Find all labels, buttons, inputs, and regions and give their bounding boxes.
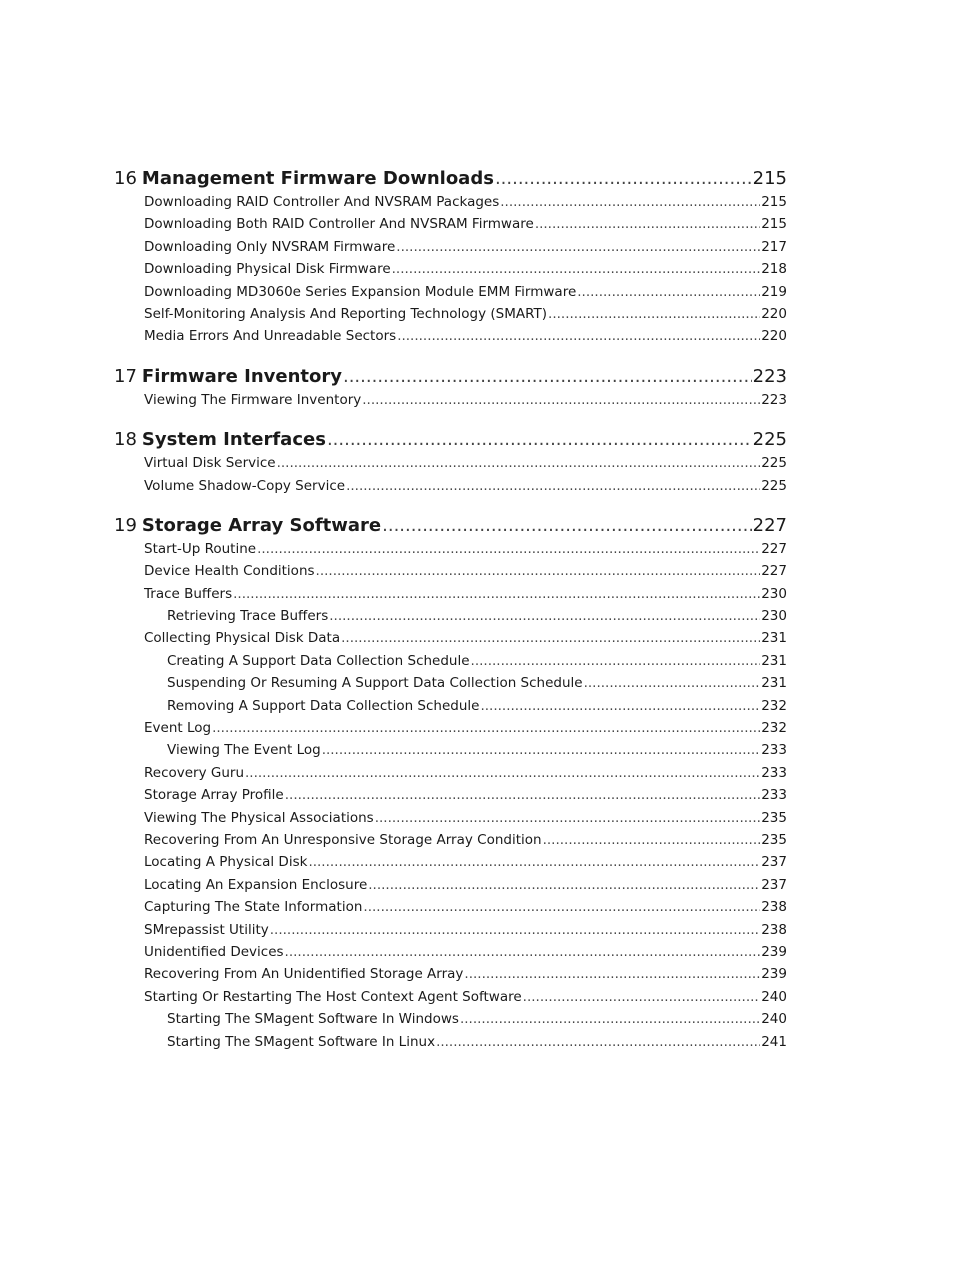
entry-title: Viewing The Event Log: [167, 742, 321, 759]
toc-section-entry[interactable]: [114, 236, 787, 258]
leader-dots: [464, 963, 760, 985]
leader-dots: [396, 236, 760, 258]
entry-title: Collecting Physical Disk Data: [144, 630, 341, 647]
leader-dots: [245, 762, 760, 784]
entry-title: Event Log: [144, 720, 212, 737]
leader-dots: [363, 896, 760, 918]
leader-dots: [480, 695, 760, 717]
entry-title: Viewing The Physical Associations: [144, 809, 374, 826]
table-of-contents: [114, 167, 787, 1070]
toc-subsection-entry[interactable]: [114, 650, 787, 672]
page-number: 218: [761, 261, 787, 278]
entry-title: Downloading Both RAID Controller And NVSRAM Firmware: [144, 216, 534, 233]
chapter-heading[interactable]: [114, 514, 787, 538]
entry-title: Retrieving Trace Buffers: [167, 608, 329, 625]
entry-title: Volume Shadow-Copy Service: [144, 477, 346, 494]
leader-dots: [375, 807, 761, 829]
toc-subsection-entry[interactable]: [114, 1031, 787, 1053]
entry-title: Downloading MD3060e Series Expansion Module EMM Firmware: [144, 283, 577, 300]
toc-subsection-entry[interactable]: [114, 739, 787, 761]
toc-section-entry[interactable]: [114, 829, 787, 851]
page-number: 241: [761, 1033, 787, 1050]
toc-subsection-entry[interactable]: [114, 672, 787, 694]
leader-dots: [285, 941, 761, 963]
toc-section-entry[interactable]: [114, 452, 787, 474]
toc-section-entry[interactable]: [114, 389, 787, 411]
chapter-number: 17: [114, 365, 137, 387]
page-number: 227: [752, 514, 787, 536]
page-number: 233: [761, 787, 787, 804]
entry-title: SMrepassist Utility: [144, 921, 269, 938]
toc-section-entry[interactable]: [114, 258, 787, 280]
leader-dots: [308, 851, 760, 873]
leader-dots: [212, 717, 760, 739]
page-number: 219: [761, 283, 787, 300]
page-number: 220: [761, 328, 787, 345]
toc-section-entry[interactable]: [114, 560, 787, 582]
page-number: 217: [761, 238, 787, 255]
leader-dots: [460, 1008, 760, 1030]
chapter-number: 16: [114, 168, 137, 189]
page-number: 220: [761, 305, 787, 322]
entry-title: Capturing The State Information: [144, 899, 363, 916]
toc-subsection-entry[interactable]: [114, 695, 787, 717]
entry-title: Starting The SMagent Software In Linux: [167, 1033, 436, 1050]
entry-title: Self-Monitoring Analysis And Reporting Technology (SMART): [144, 305, 548, 322]
page-number: 235: [761, 809, 787, 826]
toc-section-entry[interactable]: [114, 851, 787, 873]
page-number: 225: [752, 429, 787, 451]
leader-dots: [277, 452, 761, 474]
page-number: 238: [761, 899, 787, 916]
toc-section-entry[interactable]: [114, 784, 787, 806]
leader-dots: [233, 583, 760, 605]
page-number: 215: [761, 194, 787, 210]
page-number: 231: [761, 675, 787, 692]
leader-dots: [535, 213, 760, 235]
toc-chapter: [114, 365, 787, 411]
page-number: 227: [761, 540, 787, 557]
toc-section-entry[interactable]: [114, 325, 787, 347]
toc-chapter: [114, 167, 787, 348]
page-number: 239: [761, 966, 787, 983]
entry-title: Starting Or Restarting The Host Context Agent Software: [144, 988, 522, 1005]
leader-dots: [392, 258, 761, 280]
toc-chapter: [114, 514, 787, 1053]
entry-title: Recovering From An Unidentified Storage Array: [144, 966, 464, 983]
leader-dots: [495, 167, 752, 191]
leader-dots: [346, 475, 760, 497]
toc-section-entry[interactable]: [114, 583, 787, 605]
page-number: 231: [761, 630, 787, 647]
page-number: 240: [761, 988, 787, 1005]
page-number: 225: [761, 477, 787, 494]
toc-section-entry[interactable]: [114, 941, 787, 963]
page-number: 235: [761, 831, 787, 848]
toc-section-entry[interactable]: [114, 717, 787, 739]
toc-section-entry[interactable]: [114, 213, 787, 235]
page-number: 239: [761, 943, 787, 960]
entry-title: Recovering From An Unresponsive Storage Array Condition: [144, 831, 542, 848]
leader-dots: [343, 365, 752, 389]
toc-section-entry[interactable]: [114, 303, 787, 325]
toc-section-entry[interactable]: [114, 538, 787, 560]
toc-section-entry[interactable]: [114, 963, 787, 985]
leader-dots: [257, 538, 760, 560]
chapter-title: System Interfaces: [141, 429, 326, 451]
leader-dots: [285, 784, 760, 806]
toc-section-entry[interactable]: [114, 986, 787, 1008]
entry-title: Trace Buffers: [144, 585, 233, 602]
chapter-heading[interactable]: [114, 428, 787, 452]
toc-section-entry[interactable]: [114, 807, 787, 829]
leader-dots: [397, 325, 760, 347]
entry-title: Device Health Conditions: [144, 563, 315, 580]
page-number: 223: [761, 391, 787, 408]
chapter-number: 19: [114, 514, 137, 536]
page-number: 215: [761, 216, 787, 233]
chapter-title: Storage Array Software: [141, 514, 382, 536]
entry-title: Storage Array Profile: [144, 787, 284, 804]
entry-title: Creating A Support Data Collection Schedule: [167, 652, 470, 669]
leader-dots: [316, 560, 761, 582]
leader-dots: [362, 389, 760, 411]
entry-title: Viewing The Firmware Inventory: [144, 391, 362, 408]
page-number: 230: [761, 608, 787, 625]
page-number: 233: [761, 764, 787, 781]
entry-title: Suspending Or Resuming A Support Data Collection Schedule: [167, 675, 583, 692]
toc-subsection-entry[interactable]: [114, 605, 787, 627]
leader-dots: [270, 919, 760, 941]
chapter-title: Management Firmware Downloads: [141, 168, 494, 189]
page-number: 238: [761, 921, 787, 938]
entry-title: Recovery Guru: [144, 764, 245, 781]
page-number: 215: [752, 168, 787, 189]
leader-dots: [543, 829, 761, 851]
leader-dots: [577, 281, 760, 303]
chapter-number: 18: [114, 429, 137, 451]
entry-title: Locating A Physical Disk: [144, 854, 308, 871]
entry-title: Downloading RAID Controller And NVSRAM Packages: [144, 194, 500, 210]
entry-title: Unidentified Devices: [144, 943, 284, 960]
leader-dots: [500, 191, 760, 213]
page-number: 232: [761, 720, 787, 737]
leader-dots: [329, 605, 760, 627]
toc-subsection-entry[interactable]: [114, 1008, 787, 1030]
leader-dots: [327, 428, 752, 452]
toc-section-entry[interactable]: [114, 919, 787, 941]
leader-dots: [368, 874, 760, 896]
page-number: 240: [761, 1011, 787, 1028]
toc-section-entry[interactable]: [114, 475, 787, 497]
leader-dots: [548, 303, 760, 325]
leader-dots: [322, 739, 761, 761]
toc-section-entry[interactable]: [114, 191, 787, 213]
entry-title: Media Errors And Unreadable Sectors: [144, 328, 397, 345]
page-number: 231: [761, 652, 787, 669]
leader-dots: [382, 514, 752, 538]
chapter-heading[interactable]: [114, 167, 787, 191]
chapter-title: Firmware Inventory: [141, 365, 342, 387]
page-number: 233: [761, 742, 787, 759]
entry-title: Removing A Support Data Collection Schedule: [167, 697, 480, 714]
toc-chapter: [114, 428, 787, 497]
page-number: 232: [761, 697, 787, 714]
page-number: 223: [752, 365, 787, 387]
page-number: 225: [761, 455, 787, 472]
entry-title: Virtual Disk Service: [144, 455, 276, 472]
toc-section-entry[interactable]: [114, 896, 787, 918]
toc-section-entry[interactable]: [114, 874, 787, 896]
toc-section-entry[interactable]: [114, 762, 787, 784]
entry-title: Starting The SMagent Software In Windows: [167, 1011, 459, 1028]
entry-title: Locating An Expansion Enclosure: [144, 876, 368, 893]
leader-dots: [471, 650, 761, 672]
leader-dots: [523, 986, 761, 1008]
page-number: 230: [761, 585, 787, 602]
page-number: 237: [761, 854, 787, 871]
entry-title: Start-Up Routine: [144, 540, 257, 557]
page-number: 227: [761, 563, 787, 580]
toc-section-entry[interactable]: [114, 627, 787, 649]
chapter-heading[interactable]: [114, 365, 787, 389]
page-number: 237: [761, 876, 787, 893]
entry-title: Downloading Physical Disk Firmware: [144, 261, 391, 278]
leader-dots: [436, 1031, 760, 1053]
leader-dots: [584, 672, 761, 694]
toc-section-entry[interactable]: [114, 281, 787, 303]
entry-title: Downloading Only NVSRAM Firmware: [144, 238, 396, 255]
leader-dots: [341, 627, 760, 649]
